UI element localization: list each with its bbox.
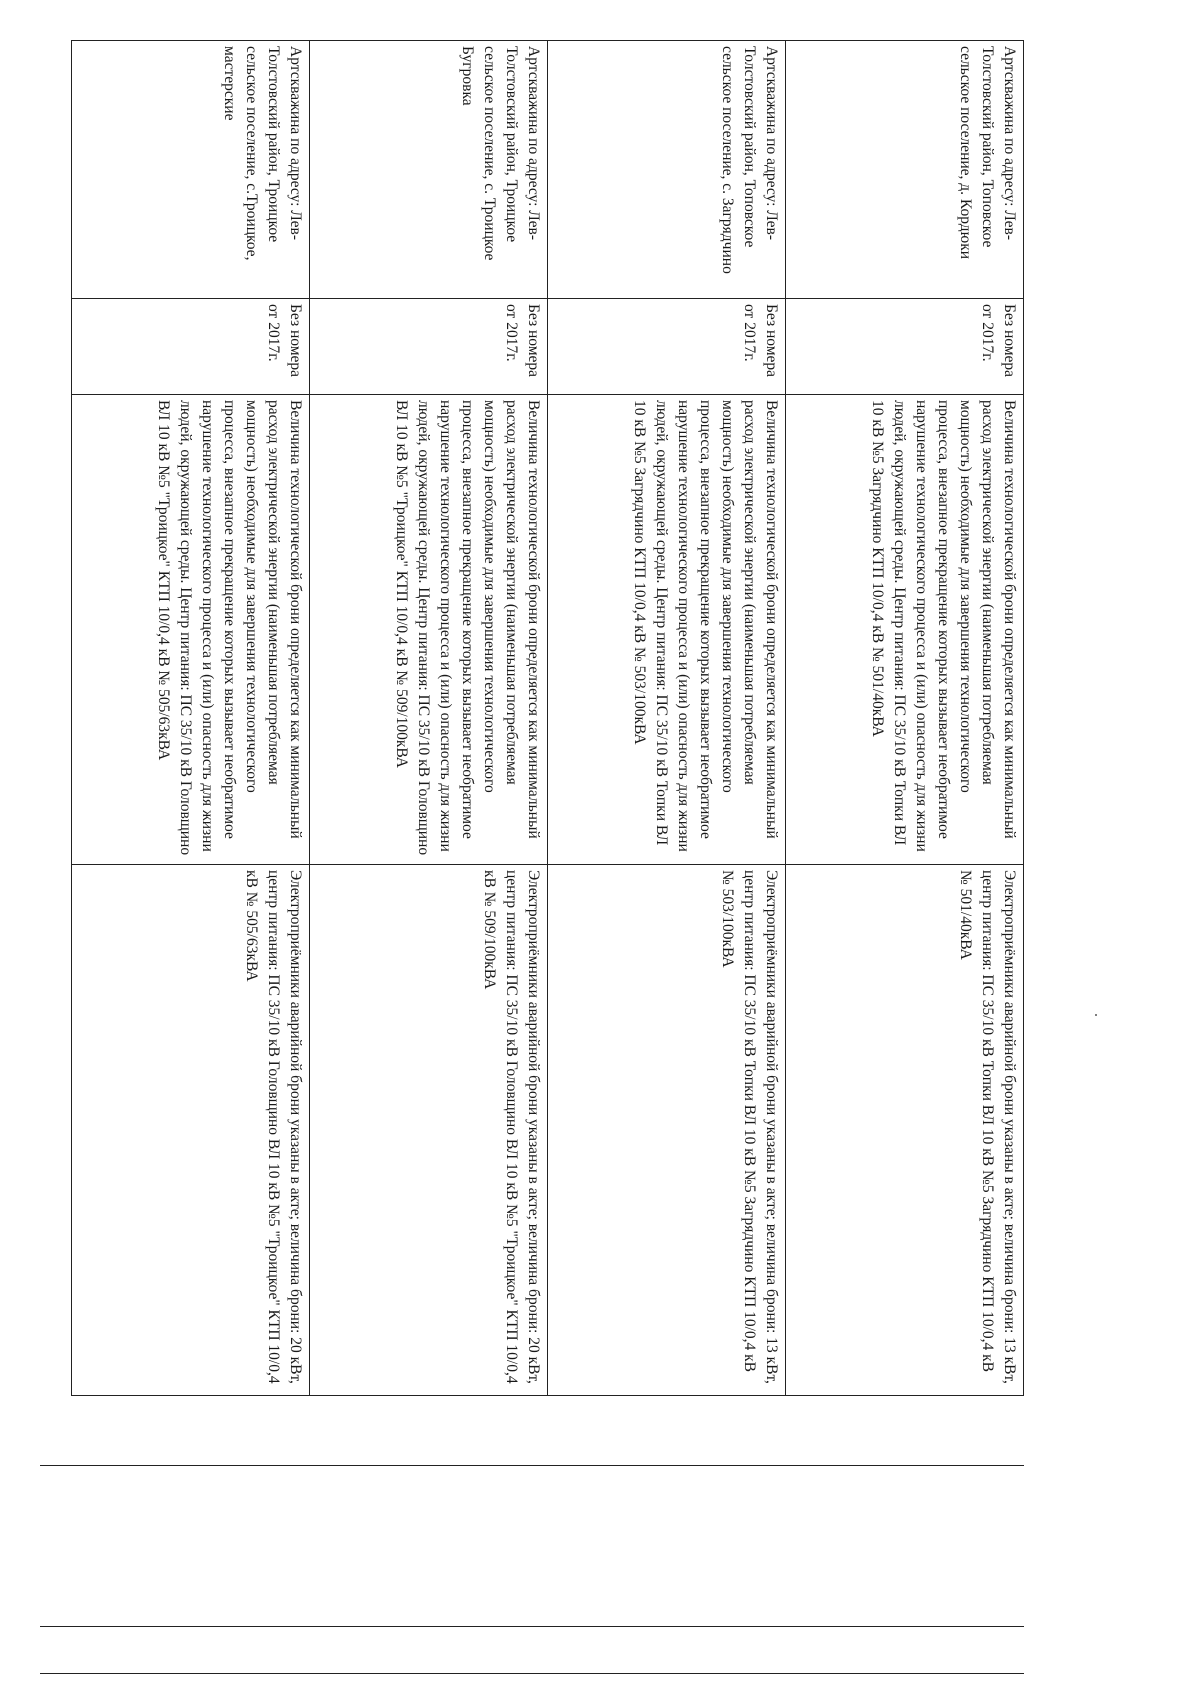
cell-technological-reserve: Величина технологической брони определяется как минимальный расход электрической энергии (наименьшая потребляемая мощность) необходимые для завершения технологического процесса, внезапное прекращение которых вызывает необратимое нарушение технологического процесса и (или) опасность для жизни людей, окружающей среды. Центр питания: ПС 35/10 кВ Топки ВЛ 10 кВ №5 Загрядчино КТП 10/0,4 кВ № 501/40кВА	[786, 395, 1024, 865]
table-row	[72, 41, 310, 1396]
scan-speck	[1095, 1014, 1097, 1016]
table-row	[310, 41, 548, 1396]
table-row	[548, 41, 786, 1396]
cell-document: Без номера от 2017г.	[548, 299, 786, 395]
reserve-table	[71, 40, 1024, 1396]
cell-emergency-reserve: Электроприёмники аварийной брони указаны в акте; величина брони: 20 кВт, центр питания: ПС 35/10 кВ Головщино ВЛ 10 кВ №5 "Троицкое" КТП 10/0,4 кВ № 509/100кВА	[310, 865, 548, 1396]
separator-line	[40, 1465, 1024, 1466]
table-row	[786, 41, 1024, 1396]
cell-emergency-reserve: Электроприёмники аварийной брони указаны в акте; величина брони: 13 кВт, центр питания: ПС 35/10 кВ Топки ВЛ 10 кВ №5 Загрядчино КТП 10/0,4 кВ № 503/100кВА	[548, 865, 786, 1396]
cell-location: Артскважина по адресу: Лев-Толстовский район, Топовское сельское поселение, с. Загрядчино	[548, 41, 786, 299]
cell-emergency-reserve: Электроприёмники аварийной брони указаны в акте; величина брони: 13 кВт, центр питания: ПС 35/10 кВ Топки ВЛ 10 кВ №5 Загрядчино КТП 10/0,4 кВ № 501/40кВА	[786, 865, 1024, 1396]
cell-document: Без номера от 2017г.	[786, 299, 1024, 395]
cell-technological-reserve: Величина технологической брони определяется как минимальный расход электрической энергии (наименьшая потребляемая мощность) необходимые для завершения технологического процесса, внезапное прекращение которых вызывает необратимое нарушение технологического процесса и (или) опасность для жизни людей, окружающей среды. Центр питания: ПС 35/10 кВ Топки ВЛ 10 кВ №5 Загрядчино КТП 10/0,4 кВ № 503/100кВА	[548, 395, 786, 865]
cell-technological-reserve: Величина технологической брони определяется как минимальный расход электрической энергии (наименьшая потребляемая мощность) необходимые для завершения технологического процесса, внезапное прекращение которых вызывает необратимое нарушение технологического процесса и (или) опасность для жизни людей, окружающей среды. Центр питания: ПС 35/10 кВ Головщино ВЛ 10 кВ №5 "Троицкое" КТП 10/0,4 кВ № 509/100кВА	[310, 395, 548, 865]
cell-document: Без номера от 2017г.	[72, 299, 310, 395]
cell-location: Артскважина по адресу: Лев-Толстовский район, Троицкое сельское поселение, с. Троицкое Бугровка	[310, 41, 548, 299]
cell-technological-reserve: Величина технологической брони определяется как минимальный расход электрической энергии (наименьшая потребляемая мощность) необходимые для завершения технологического процесса, внезапное прекращение которых вызывает необратимое нарушение технологического процесса и (или) опасность для жизни людей, окружающей среды. Центр питания: ПС 35/10 кВ Головщино ВЛ 10 кВ №5 "Троицкое" КТП 10/0,4 кВ № 505/63кВА	[72, 395, 310, 865]
rotated-table-container	[71, 40, 1024, 1395]
separator-line	[40, 1626, 1024, 1627]
cell-location: Артскважина по адресу: Лев-Толстовский район, Топовское сельское поселение, д. Кордюки	[786, 41, 1024, 299]
separator-line	[40, 1673, 1024, 1674]
cell-document: Без номера от 2017г.	[310, 299, 548, 395]
cell-location: Артскважина по адресу: Лев-Толстовский район, Троицкое сельское поселение, с.Троицкое, мастерские	[72, 41, 310, 299]
cell-emergency-reserve: Электроприёмники аварийной брони указаны в акте; величина брони: 20 кВт, центр питания: ПС 35/10 кВ Головщино ВЛ 10 кВ №5 "Троицкое" КТП 10/0,4 кВ № 505/63кВА	[72, 865, 310, 1396]
